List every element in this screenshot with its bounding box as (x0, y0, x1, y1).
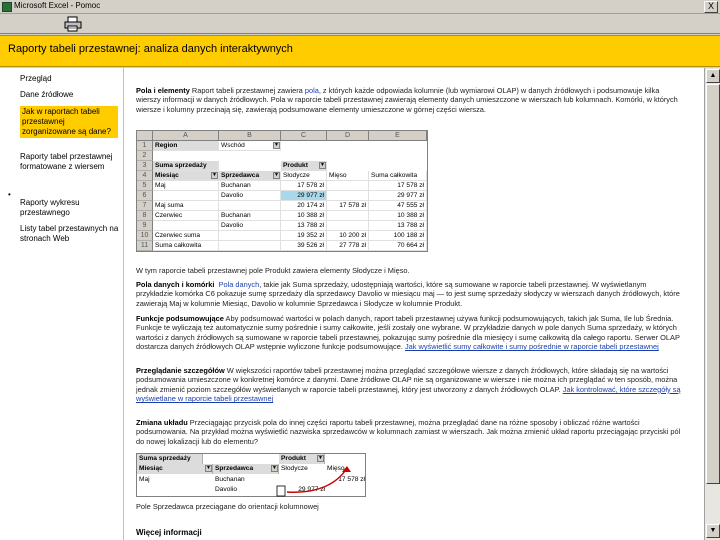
dropdown-arrow-icon[interactable]: ▼ (272, 465, 277, 471)
summary-functions-paragraph: Funkcje podsumowujące Aby podsumować wartości w polach danych, raport tabeli przestawnej używa funkcji podsumowujących, takich jak Suma, Ile lub Średnia. Funkcje te wyliczają też automatycznie sumy pośrednie i sumy całkowite, jeśli zostały one wybrane. W przykładzie danych w pole danych Suma sprzedaży, w których wartości z danych źródłowych są sumowane w raporcie tabeli przestawnej, pokazując sumy pośrednie dla miesięcy i sumę całkowitą dla całego raportu. Serwer OLAP dostarcza danych źródłowych OLAP wstępnie wyliczone funkcje podsumowujące. Jak wyświetlić sumy całkowite i sumy pośrednie w raporcie tabeli przestawnej (136, 314, 680, 352)
detail-help-link[interactable]: Jak kontrolować, które szczegóły są wyświetlane w raporcie tabeli przestawnej (136, 384, 681, 404)
data-fields-heading: Pola danych i komórki (136, 280, 215, 289)
seller-field-button[interactable]: Sprzedawca ▼ (213, 464, 279, 474)
dropdown-arrow-icon[interactable]: ▼ (274, 172, 279, 178)
detail-heading: Przeglądanie szczegółów (136, 366, 225, 375)
fields-items-heading: Pola i elementy (136, 86, 190, 95)
scroll-down-icon[interactable]: ▼ (706, 524, 720, 538)
print-button[interactable] (64, 16, 82, 32)
drag-arrow-icon (257, 464, 357, 498)
sidebar-item-data-organization[interactable]: Jak w raportach tabeli przestawnej zorganizowane są dane? (20, 106, 118, 138)
window-titlebar (0, 0, 720, 14)
sidebar-item-source-data[interactable]: Dane źródłowe (20, 90, 74, 99)
close-icon: X (707, 1, 714, 11)
scrollbar-thumb[interactable] (706, 84, 720, 484)
page-field-value[interactable]: Wschód ▼ (219, 141, 281, 151)
selected-cell-c6[interactable]: 29 977 zł (281, 191, 327, 201)
sidebar-item-overview[interactable]: Przegląd (20, 74, 52, 83)
vertical-scrollbar[interactable] (704, 68, 720, 540)
detail-paragraph: Przeglądanie szczegółów W większości raportów tabeli przestawnej można przeglądać szczegółowe wiersze z danych źródłowych, które składają się na wartości podsumowania umieszczone w konkretnej komórce z danymi. Dane źródłowe OLAP nie są organizowane w wiersze i nie można ich przeglądać w ten sposób, można jednak zmienić poziom szczegółów wyświetlanych w raporcie tabeli przestawnej, który jest utworzony z danych źródłowych OLAP. Jak kontrolować, które szczegóły są wyświetlane w raporcie tabeli przestawnej (136, 366, 681, 404)
help-content (124, 68, 704, 540)
help-sidebar (0, 68, 124, 540)
drag-example-grid: Suma sprzedaży Produkt ▼ Miesiąc ▼ Sprzedawca ▼ Słodycze Mięso Maj Buchanan 17 578 zł Davolio 29 977 zł (136, 453, 366, 497)
dropdown-arrow-icon[interactable]: ▼ (320, 162, 325, 168)
row-field-month[interactable]: Miesiąc ▼ (153, 171, 219, 181)
help-toolbar (0, 14, 720, 34)
more-info-heading: Więcej informacji (136, 528, 202, 537)
product-field-note: W tym raporcie tabeli przestawnej pole Produkt zawiera elementy Słodycze i Mięso. (136, 266, 410, 275)
data-fields-link[interactable]: Pola danych (218, 280, 260, 289)
column-field-product[interactable]: Produkt ▼ (281, 161, 327, 171)
month-field-button[interactable]: Miesiąc ▼ (137, 464, 213, 474)
printer-icon (64, 16, 82, 32)
dropdown-arrow-icon[interactable]: ▼ (212, 172, 217, 178)
page-header (0, 35, 720, 67)
fields-link[interactable]: pola (304, 86, 319, 95)
page-title: Raporty tabeli przestawnej: analiza danych interaktywnych (8, 43, 293, 55)
dropdown-arrow-icon[interactable]: ▼ (206, 465, 211, 471)
sidebar-item-pivotchart-reports[interactable]: Raporty wykresu przestawnego (20, 198, 80, 217)
scroll-up-icon[interactable]: ▲ (706, 69, 720, 83)
product-field-button[interactable]: Produkt ▼ (279, 454, 325, 464)
data-field-sum-sales[interactable]: Suma sprzedaży (153, 161, 219, 171)
data-fields-paragraph: Pola danych i komórki Pola danych, takie jak Suma sprzedaży, udostępniają wartości, które są sumowane w raporcie tabeli przestawnej. W wyświetlanym przykładzie komórka C6 pokazuje sumę sprzedaży dla sprzedawcy Davolio w miesiącu maj — to jest sumę sprzedaży słodyczy w wierszach danych źródłowych, które zawierają Maj w kolumnie Miesiąc, Davolio w kolumnie Sprzedawca i Słodycze w kolumnie Produkt. (136, 280, 680, 308)
layout-heading: Zmiana układu (136, 418, 188, 427)
summary-functions-heading: Funkcje podsumowujące (136, 314, 224, 323)
dropdown-arrow-icon[interactable]: ▼ (318, 455, 323, 461)
excel-app-icon (2, 2, 12, 12)
row-field-seller[interactable]: Sprzedawca ▼ (219, 171, 281, 181)
sidebar-item-web-lists[interactable]: Listy tabel przestawnych na stronach Web (20, 224, 119, 243)
close-button[interactable] (704, 1, 718, 13)
sidebar-item-formatted-reports[interactable]: Raporty tabel przestawnej formatowane z wiersem (20, 152, 113, 171)
fields-items-paragraph: Pola i elementy Raport tabeli przestawnej zawiera pola, z których każde odpowiada kolumnie (lub wymiarowi OLAP) w danych źródłowych i podsumowuje kilka wierszy informacji w danych źródłowych. Pola w raporcie tabeli przestawnej zawierają elementy danych umieszczone w wierszach lub kolumnach. Komórki, w których wiersze i kolumny przecinają się, zawierają podsumowane elementy umieszczone w górnej części wiersza. (136, 86, 678, 114)
drag-caption: Pole Sprzedawca przeciągane do orientacji kolumnowej (136, 502, 319, 511)
dropdown-arrow-icon[interactable]: ▼ (274, 142, 279, 148)
page-field-region[interactable]: Region (153, 141, 219, 151)
layout-paragraph: Zmiana układu Przeciągając przycisk pola do innej części raportu tabeli przestawnej, można przeglądać dane na różne sposoby i obliczać różne wartości podsumowania. Na przykład można wyświetlić nazwiska sprzedawców w kolumnach zamiast w wierszach. Jak można zmienić układ raportu przeciągając przyciski pól do nowej lokalizacji lub do elementu? (136, 418, 681, 446)
subtotals-help-link[interactable]: Jak wyświetlić sumy całkowite i sumy pośrednie w raporcie tabeli przestawnej (404, 342, 659, 352)
current-item-bullet: • (8, 190, 11, 199)
window-title: Microsoft Excel - Pomoc (14, 1, 101, 10)
pivot-table-example: A B C D E 1 2 3 4 5 6 7 8 9 10 11 Region Wschód ▼ Suma sprzedaży Produkt ▼ Miesiąc ▼ Sprzedawca ▼ Słodycze Mięso Suma całkowita Maj Buchanan 17 578 zł 17 578 zł Davolio 29 977 zł 29 977 zł Maj suma 20 174 zł 17 578 zł 47 555 zł Czerwiec Buchanan 10 388 zł 10 388 zł Davolio 13 788 zł 13 788 zł Czerwiec suma 19 352 zł 10 200 zł 100 188 zł Suma całkowita 39 526 zł 27 778 zł 70 664 zł (136, 130, 428, 252)
